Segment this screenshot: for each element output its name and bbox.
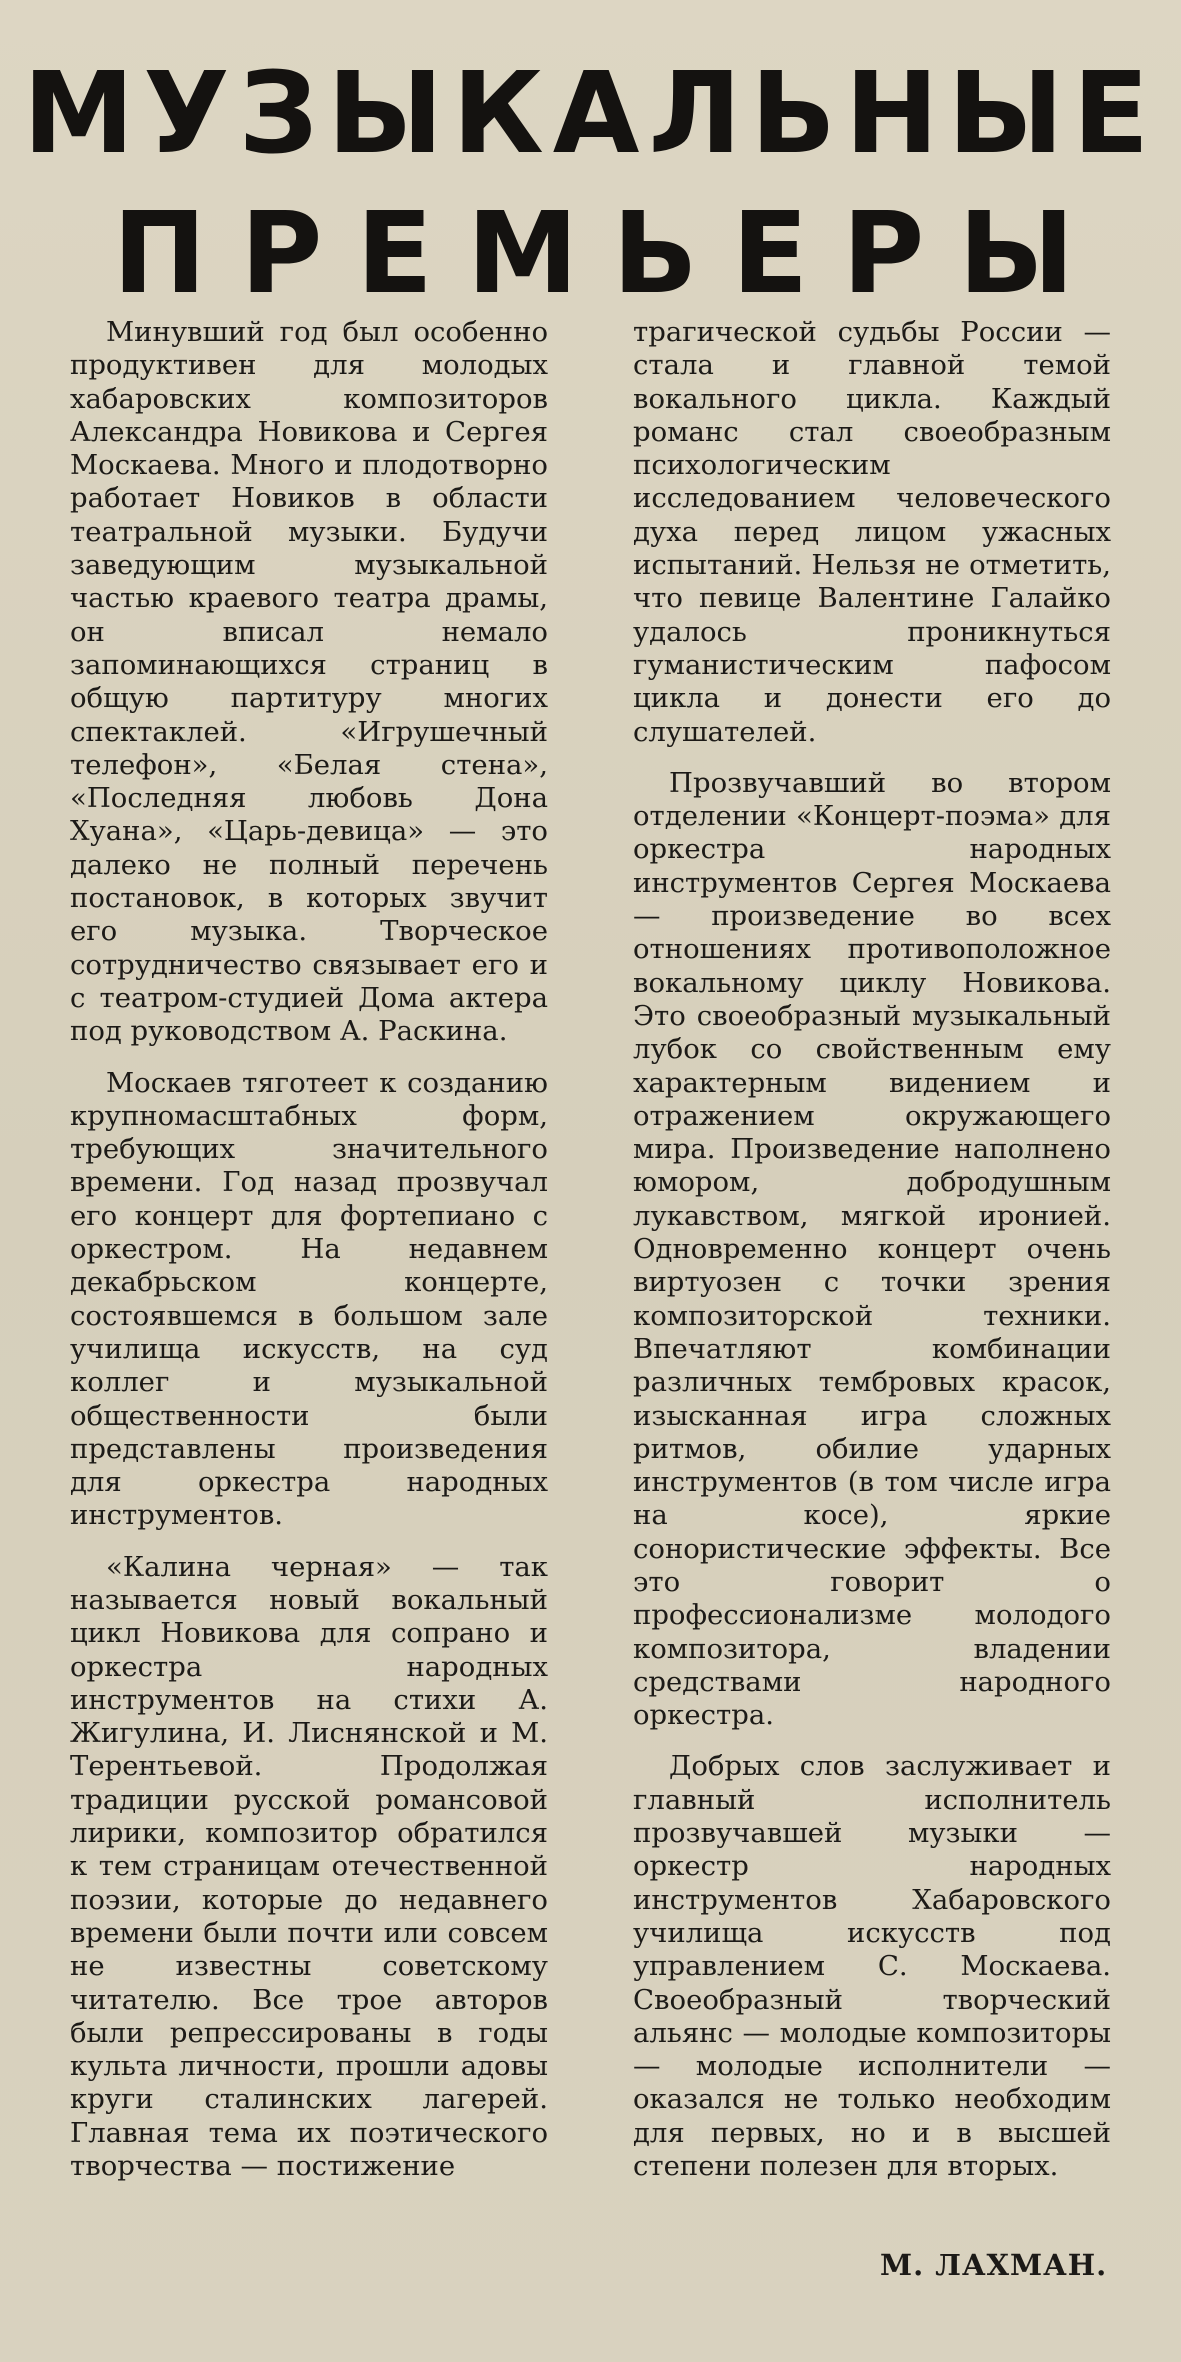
headline-line-1: МУЗЫКАЛЬНЫЕ bbox=[22, 49, 1159, 179]
author-signature: М. ЛАХМАН. bbox=[880, 2248, 1108, 2282]
article-column-right bbox=[633, 316, 1111, 2183]
article-paragraph: Добрых слов заслуживает и главный исполнитель прозвучавшей музыки — оркестр народных инструментов Хабаровского училища искусств под управлением С. Москаева. Своеобразный творческий альянс — молодые композиторы — молодые исполнители — оказался не только необходим для первых, но и в высшей степени полезен для вторых. bbox=[633, 1750, 1111, 2183]
article-paragraph: Москаев тяготеет к созданию крупномасштабных форм, требующих значительного времени. Год назад прозвучал его концерт для фортепиано с оркестром. На недавнем декабрьском концерте, состоявшемся в большом зале училища искусств, на суд коллег и музыкальной общественности были представлены произведения для оркестра народных инструментов. bbox=[70, 1066, 548, 1532]
article-paragraph: «Калина черная» — так называется новый вокальный цикл Новикова для сопрано и оркестра народных инструментов на стихи А. Жигулина, И. Лиснянской и М. Терентьевой. Продолжая традиции русской романсовой лирики, композитор обратился к тем страницам отечественной поэзии, которые до недавнего времени были почти или совсем не известны советскому читателю. Все трое авторов были репрессированы в годы культа личности, прошли адовы круги сталинских лагерей. Главная тема их поэтического творчества — постижение bbox=[70, 1550, 548, 2183]
article-paragraph: Минувший год был особенно продуктивен для молодых хабаровских композиторов Александра Новикова и Сергея Москаева. Много и плодотворно работает Новиков в области театральной музыки. Будучи заведующим музыкальной частью краевого театра драмы, он вписал немало запоминающихся страниц в общую партитуру многих спектаклей. «Игрушечный телефон», «Белая стена», «Последняя любовь Дона Хуана», «Царь-девица» — это далеко не полный перечень постановок, в которых звучит его музыка. Творческое сотрудничество связывает его и с театром-студией Дома актера под руководством А. Раскина. bbox=[70, 316, 548, 1048]
article-paragraph: Прозвучавший во втором отделении «Концерт-поэма» для оркестра народных инструментов Сергея Москаева — произведение во всех отношениях противоположное вокальному циклу Новикова. Это своеобразный музыкальный лубок со свойственным ему характерным видением и отражением окружающего мира. Произведение наполнено юмором, добродушным лукавством, мягкой иронией. Одновременно концерт очень виртуозен с точки зрения композиторской техники. Впечатляют комбинации различных тембровых красок, изысканная игра сложных ритмов, обилие ударных инструментов (в том числе игра на косе), яркие сонористические эффекты. Все это говорит о профессионализме молодого композитора, владении средствами народного оркестра. bbox=[633, 766, 1111, 1732]
article-column-left bbox=[70, 316, 548, 2183]
headline-line-2: ПРЕМЬЕРЫ bbox=[112, 189, 1109, 319]
article-paragraph: трагической судьбы России — стала и главной темой вокального цикла. Каждый романс стал своеобразным психологическим исследованием человеческого духа перед лицом ужасных испытаний. Нельзя не отметить, что певице Валентине Галайко удалось проникнуться гуманистическим пафосом цикла и донести его до слушателей. bbox=[633, 316, 1111, 748]
